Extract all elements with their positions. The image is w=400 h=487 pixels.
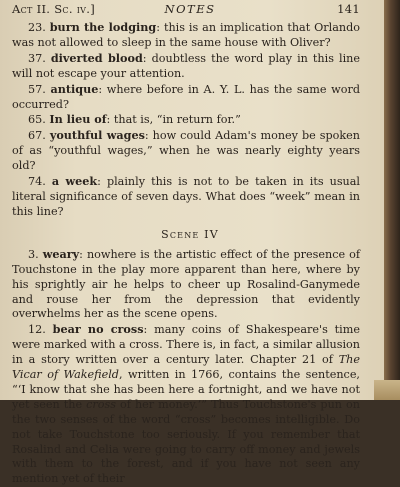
running-head [6,2,374,20]
running-head-act-scene: Act II. Sc. iv.] [12,2,96,16]
notes-scene-iv [6,247,374,487]
note-3: 3. weary: nowhere is the artistic effect of the presence of Touchstone in the play more apparent than here, where by his sprightly air he helps to cheer up Rosalind-Ganymede and rouse her from the depression that evidently overwhelms her as the scene opens. [12,246,360,321]
scene-heading: Scene IV [161,227,219,241]
note-23: 23. burn the lodging: this is an implication that Orlando was not allowed to sleep in the same house with Oliver? [12,20,361,49]
note-74: 74. a week: plainly this is not to be taken in its usual literal significance of seven days. What does “week” mean in this line? [12,174,361,218]
note-65: 65. In lieu of: that is, “in return for.” [28,112,241,127]
note-57: 57. antique: where before in A. Y. L. has the same word occurred? [12,81,360,111]
italic-cross: cross [86,397,116,411]
note-12: 12. bear no cross: many coins of Shakespeare's time were marked with a cross. There is, in fact, a similar allusion in a story written over a century later. Chapter 21 of The Vicar of Wakefield, written in 1766, contains the sentence, “‘I know that she has been here a fortnight, and we have not yet seen the cross of her money.’” Thus Touchstone's pun on the two senses of the word “cross” becomes intelligible. Do not take Touchstone too seriously. If you remember that Rosalind and Celia were going to carry off money and jewels with them to the forest, and if you have not seen any mention yet of their [12,322,360,486]
book-cover-corner [374,380,400,400]
running-head-title: NOTES [164,2,216,16]
book-title: The Vicar of Wakefield [12,353,360,382]
book-spine-edge [384,0,400,400]
note-67: 67. youthful wages: how could Adam's money be spoken of as “youthful wages,” when he was nearly eighty years old? [12,128,361,173]
note-37: 37. diverted blood: doubtless the word play in this line will not escape your attention. [12,50,360,80]
page-number: 141 [337,2,360,16]
notes-scene-iii [6,20,374,220]
